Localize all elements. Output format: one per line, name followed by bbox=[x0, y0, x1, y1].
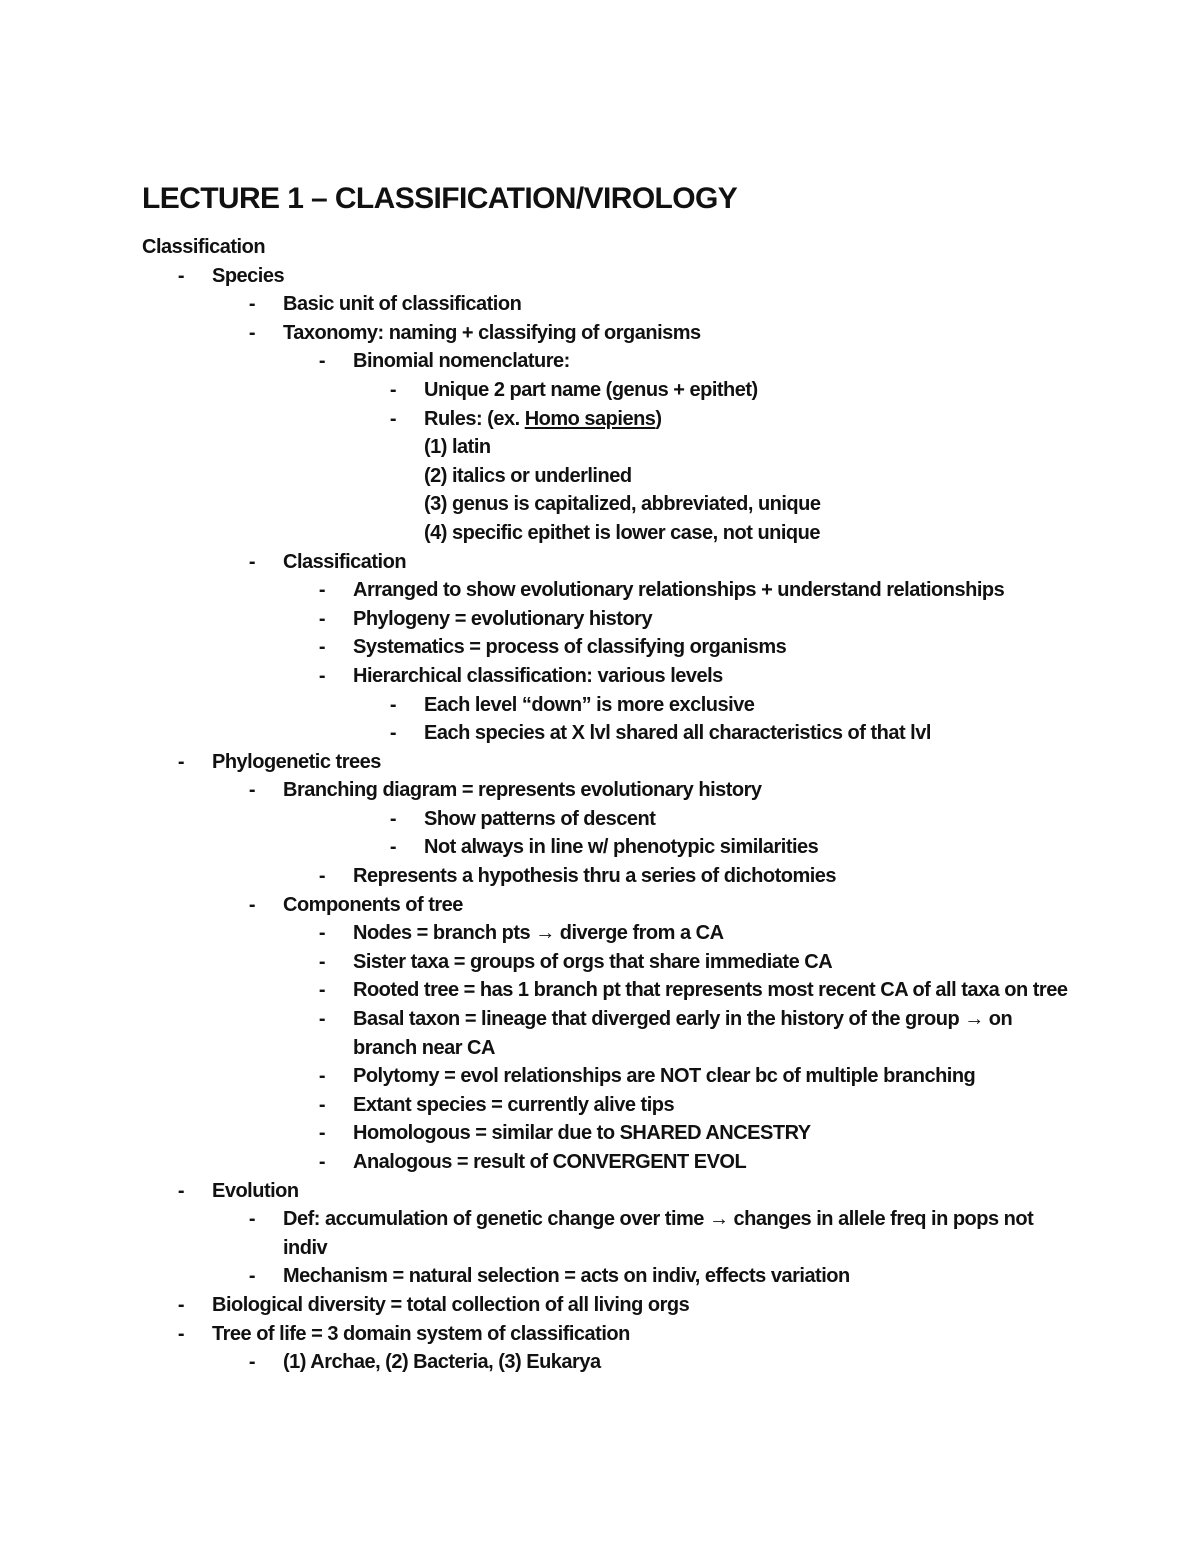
outline-item-text bbox=[283, 319, 1063, 348]
bullet-dash: - bbox=[248, 1351, 256, 1374]
outline-item-text bbox=[283, 1262, 1063, 1291]
outline-item bbox=[0, 319, 1200, 348]
bullet-dash: - bbox=[389, 807, 397, 830]
outline-item bbox=[0, 1119, 1200, 1148]
outline-item-text bbox=[424, 519, 1124, 548]
outline-item-text bbox=[353, 862, 1073, 891]
outline-item-label: Def: accumulation of genetic change over time → changes in allele freq in pops not indiv bbox=[283, 1208, 1034, 1259]
outline-item-text bbox=[353, 576, 1073, 605]
outline-item-label: Not always in line w/ phenotypic similarities bbox=[424, 836, 819, 859]
bullet-dash: - bbox=[177, 1179, 185, 1202]
outline-item-label: Species bbox=[212, 264, 285, 287]
outline-item bbox=[0, 290, 1200, 319]
outline-item bbox=[0, 1291, 1200, 1320]
outline-item-label: Rooted tree = has 1 branch pt that represents most recent CA of all taxa on tree bbox=[353, 979, 1068, 1002]
bullet-dash: - bbox=[177, 1293, 185, 1316]
outline-item bbox=[0, 1091, 1200, 1120]
outline-item bbox=[0, 490, 1200, 519]
bullet-dash: - bbox=[318, 1008, 326, 1031]
bullet-dash: - bbox=[318, 636, 326, 659]
outline-item-label: Unique 2 part name (genus + epithet) bbox=[424, 378, 758, 401]
bullet-dash: - bbox=[389, 378, 397, 401]
outline-item bbox=[0, 576, 1200, 605]
outline-item-label: Represents a hypothesis thru a series of dichotomies bbox=[353, 865, 837, 888]
bullet-dash: - bbox=[248, 1208, 256, 1231]
outline-item bbox=[0, 1148, 1200, 1177]
outline-item-label: Phylogeny = evolutionary history bbox=[353, 607, 653, 630]
outline-item-text bbox=[283, 1348, 1063, 1377]
bullet-dash: - bbox=[318, 664, 326, 687]
outline-item bbox=[0, 1348, 1200, 1377]
outline-item bbox=[0, 662, 1200, 691]
outline-item-label: (1) Archae, (2) Bacteria, (3) Eukarya bbox=[283, 1351, 601, 1374]
outline-item-label: Nodes = branch pts → diverge from a CA bbox=[353, 922, 724, 945]
outline-item-text bbox=[212, 262, 912, 291]
bullet-dash: - bbox=[177, 750, 185, 773]
page-title: LECTURE 1 – CLASSIFICATION/VIROLOGY bbox=[142, 182, 738, 215]
outline-item-text bbox=[212, 1320, 912, 1349]
bullet-dash: - bbox=[318, 865, 326, 888]
underlined-species-name: Homo sapiens bbox=[524, 407, 656, 430]
outline-item bbox=[0, 805, 1200, 834]
section-heading: Classification bbox=[142, 236, 266, 258]
bullet-dash: - bbox=[248, 321, 256, 344]
outline-item-label: Taxonomy: naming + classifying of organisms bbox=[283, 321, 701, 344]
outline-item bbox=[0, 633, 1200, 662]
outline-item-label: Basal taxon = lineage that diverged early in the history of the group → on branch near CA bbox=[353, 1008, 1013, 1059]
outline-item-text bbox=[424, 691, 1124, 720]
outline-item-text bbox=[424, 405, 1124, 434]
outline-item bbox=[0, 605, 1200, 634]
bullet-dash: - bbox=[318, 950, 326, 973]
outline-item bbox=[0, 1320, 1200, 1349]
outline-item-text bbox=[283, 776, 1063, 805]
outline-item bbox=[0, 748, 1200, 777]
bullet-dash: - bbox=[318, 1065, 326, 1088]
outline-item-text bbox=[353, 948, 1073, 977]
outline-item-text bbox=[212, 1291, 912, 1320]
outline-item bbox=[0, 1062, 1200, 1091]
outline-item-text bbox=[353, 347, 1073, 376]
bullet-dash: - bbox=[177, 264, 185, 287]
bullet-dash: - bbox=[248, 779, 256, 802]
outline-item bbox=[0, 948, 1200, 977]
bullet-dash: - bbox=[248, 1265, 256, 1288]
outline-item-label: Systematics = process of classifying organisms bbox=[353, 636, 787, 659]
outline-item bbox=[0, 519, 1200, 548]
bullet-dash: - bbox=[318, 979, 326, 1002]
outline-item-text bbox=[353, 1148, 1073, 1177]
outline-item-label: Each species at X lvl shared all characteristics of that lvl bbox=[424, 722, 931, 745]
outline-item-label: Classification bbox=[283, 550, 407, 573]
outline-item-label: (1) latin bbox=[424, 436, 491, 459]
outline-item-text bbox=[212, 1177, 912, 1206]
outline-item-label: Homologous = similar due to SHARED ANCESTRY bbox=[353, 1122, 811, 1145]
outline-item-text bbox=[353, 1119, 1073, 1148]
outline-item-text bbox=[424, 719, 1124, 748]
outline-item-text bbox=[353, 1091, 1073, 1120]
outline-item bbox=[0, 1177, 1200, 1206]
outline-item-label: Extant species = currently alive tips bbox=[353, 1093, 675, 1116]
outline-item-label: Rules: (ex. bbox=[424, 407, 525, 430]
outline-item-text bbox=[424, 433, 1124, 462]
outline-item-text bbox=[283, 891, 1063, 920]
outline-item-label: Polytomy = evol relationships are NOT clear bc of multiple branching bbox=[353, 1065, 976, 1088]
outline-item-text bbox=[283, 548, 1063, 577]
bullet-dash: - bbox=[318, 350, 326, 373]
outline-item bbox=[0, 1205, 1200, 1262]
bullet-dash: - bbox=[248, 550, 256, 573]
outline-item-label: Tree of life = 3 domain system of classification bbox=[212, 1322, 630, 1345]
outline-list bbox=[0, 262, 1200, 1377]
outline-item bbox=[0, 548, 1200, 577]
bullet-dash: - bbox=[318, 1151, 326, 1173]
bullet-dash: - bbox=[389, 693, 397, 716]
outline-item bbox=[0, 919, 1200, 948]
outline-item-label: Components of tree bbox=[283, 893, 463, 916]
bullet-dash: - bbox=[248, 893, 256, 916]
outline-item-text bbox=[424, 833, 1124, 862]
outline-item bbox=[0, 776, 1200, 805]
outline-item-text bbox=[353, 662, 1073, 691]
outline-item bbox=[0, 862, 1200, 891]
outline-item-label: Biological diversity = total collection of all living orgs bbox=[212, 1293, 690, 1316]
bullet-dash: - bbox=[248, 293, 256, 316]
outline-item-text bbox=[424, 376, 1124, 405]
outline-item-text bbox=[353, 633, 1073, 662]
outline-item bbox=[0, 462, 1200, 491]
outline-item-text bbox=[353, 919, 1073, 948]
outline-item-label: (4) specific epithet is lower case, not unique bbox=[424, 521, 820, 544]
bullet-dash: - bbox=[389, 407, 397, 430]
outline-item bbox=[0, 405, 1200, 434]
outline-item bbox=[0, 719, 1200, 748]
outline-item-text bbox=[353, 1005, 1073, 1062]
outline-item-label: Evolution bbox=[212, 1179, 299, 1202]
outline-item bbox=[0, 433, 1200, 462]
outline-item bbox=[0, 1005, 1200, 1062]
bullet-dash: - bbox=[389, 836, 397, 859]
outline-item-text bbox=[424, 490, 1124, 519]
outline-item-label: (2) italics or underlined bbox=[424, 464, 632, 487]
outline-item bbox=[0, 833, 1200, 862]
outline-item bbox=[0, 1262, 1200, 1291]
outline-item-label: Analogous = result of CONVERGENT EVOL bbox=[353, 1151, 747, 1173]
outline-item-label: Basic unit of classification bbox=[283, 293, 522, 316]
outline-item-text bbox=[353, 605, 1073, 634]
outline-item-suffix: ) bbox=[655, 407, 662, 430]
outline-item-text bbox=[424, 805, 1124, 834]
outline-item-label: Show patterns of descent bbox=[424, 807, 656, 830]
outline-item-text bbox=[353, 976, 1073, 1005]
outline-item bbox=[0, 691, 1200, 720]
bullet-dash: - bbox=[389, 722, 397, 745]
outline-item-label: (3) genus is capitalized, abbreviated, unique bbox=[424, 493, 821, 516]
bullet-dash: - bbox=[177, 1322, 185, 1345]
bullet-dash: - bbox=[318, 922, 326, 945]
bullet-dash: - bbox=[318, 1093, 326, 1116]
outline-item-label: Phylogenetic trees bbox=[212, 750, 381, 773]
outline-item-text bbox=[283, 1205, 1063, 1262]
bullet-dash: - bbox=[318, 579, 326, 602]
outline-item-text bbox=[283, 290, 1063, 319]
outline-item-text bbox=[353, 1062, 1073, 1091]
outline-item bbox=[0, 347, 1200, 376]
outline-item-label: Binomial nomenclature: bbox=[353, 350, 570, 373]
outline-item-label: Hierarchical classification: various levels bbox=[353, 664, 723, 687]
outline-item bbox=[0, 262, 1200, 291]
bullet-dash: - bbox=[318, 607, 326, 630]
outline-item bbox=[0, 976, 1200, 1005]
outline-item-text bbox=[424, 462, 1124, 491]
outline-item-text bbox=[212, 748, 912, 777]
outline-item-label: Sister taxa = groups of orgs that share immediate CA bbox=[353, 950, 833, 973]
outline-item-label: Arranged to show evolutionary relationships + understand relationships bbox=[353, 579, 1005, 602]
outline-item bbox=[0, 891, 1200, 920]
outline-item bbox=[0, 376, 1200, 405]
outline-item-label: Branching diagram = represents evolutionary history bbox=[283, 779, 762, 802]
bullet-dash: - bbox=[318, 1122, 326, 1145]
outline-item-label: Mechanism = natural selection = acts on indiv, effects variation bbox=[283, 1265, 850, 1288]
outline-item-label: Each level “down” is more exclusive bbox=[424, 693, 755, 716]
